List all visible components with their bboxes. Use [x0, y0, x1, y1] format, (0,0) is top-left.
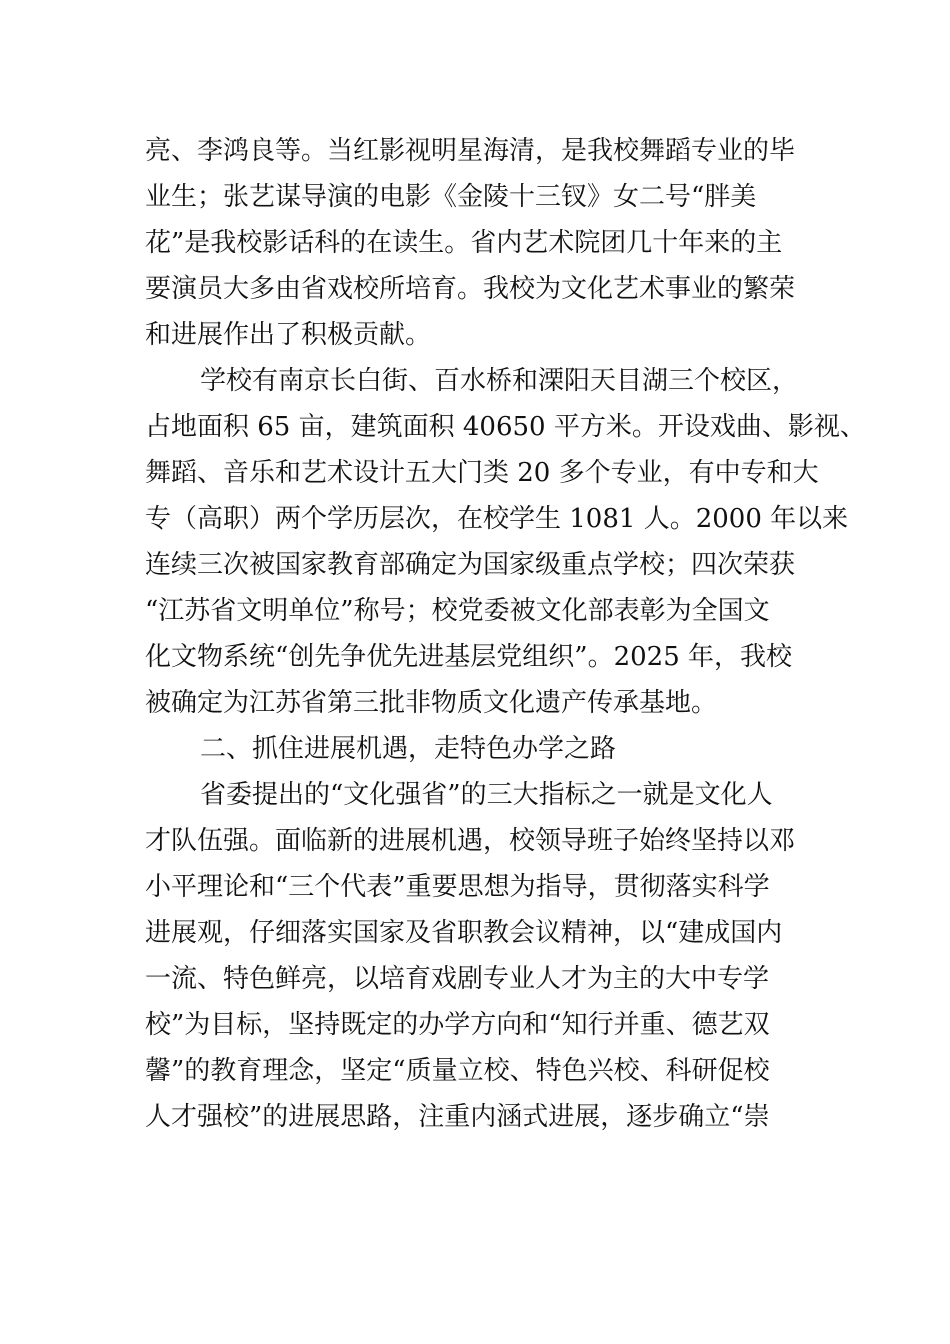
body-line: 花”是我校影话科的在读生。省内艺术院团几十年来的主 [145, 228, 783, 258]
body-line: 被确定为江苏省第三批非物质文化遗产传承基地。 [145, 688, 718, 718]
body-line: 一流、特色鲜亮，以培育戏剧专业人才为主的大中专学 [145, 964, 770, 994]
body-line: 连续三次被国家教育部确定为国家级重点学校；四次荣获 [145, 550, 796, 580]
body-line: 校”为目标，坚持既定的办学方向和“知行并重、德艺双 [145, 1010, 770, 1040]
body-line: 占地面积 65 亩，建筑面积 40650 平方米。开设戏曲、影视、 [145, 412, 866, 442]
body-line: 要演员大多由省戏校所培育。我校为文化艺术事业的繁荣 [145, 274, 796, 304]
body-line: 亮、李鸿良等。当红影视明星海清，是我校舞蹈专业的毕 [145, 136, 796, 166]
paragraph-first-line: 学校有南京长白街、百水桥和溧阳天目湖三个校区， [200, 366, 799, 396]
body-line: 小平理论和“三个代表”重要思想为指导，贯彻落实科学 [145, 872, 770, 902]
body-line: 馨”的教育理念，坚定“质量立校、特色兴校、科研促校 [145, 1056, 770, 1086]
body-line: 人才强校”的进展思路，注重内涵式进展，逐步确立“崇 [145, 1102, 770, 1132]
body-line: 化文物系统“创先争优先进基层党组织”。2025 年，我校 [145, 642, 793, 672]
body-line: “江苏省文明单位”称号；校党委被文化部表彰为全国文 [145, 596, 770, 626]
document-body [145, 128, 866, 1140]
section-heading: 二、抓住进展机遇，走特色办学之路 [200, 734, 617, 764]
body-line: 舞蹈、音乐和艺术设计五大门类 20 多个专业，有中专和大 [145, 458, 819, 488]
paragraph-first-line: 省委提出的“文化强省”的三大指标之一就是文化人 [200, 780, 773, 810]
body-line: 和进展作出了积极贡献。 [145, 320, 432, 350]
body-line: 业生；张艺谋导演的电影《金陵十三钗》女二号“胖美 [145, 182, 757, 212]
body-line: 进展观，仔细落实国家及省职教会议精神，以“建成国内 [145, 918, 783, 948]
body-line: 才队伍强。面临新的进展机遇，校领导班子始终坚持以邓 [145, 826, 796, 856]
body-line: 专（高职）两个学历层次，在校学生 1081 人。2000 年以来 [145, 504, 849, 534]
